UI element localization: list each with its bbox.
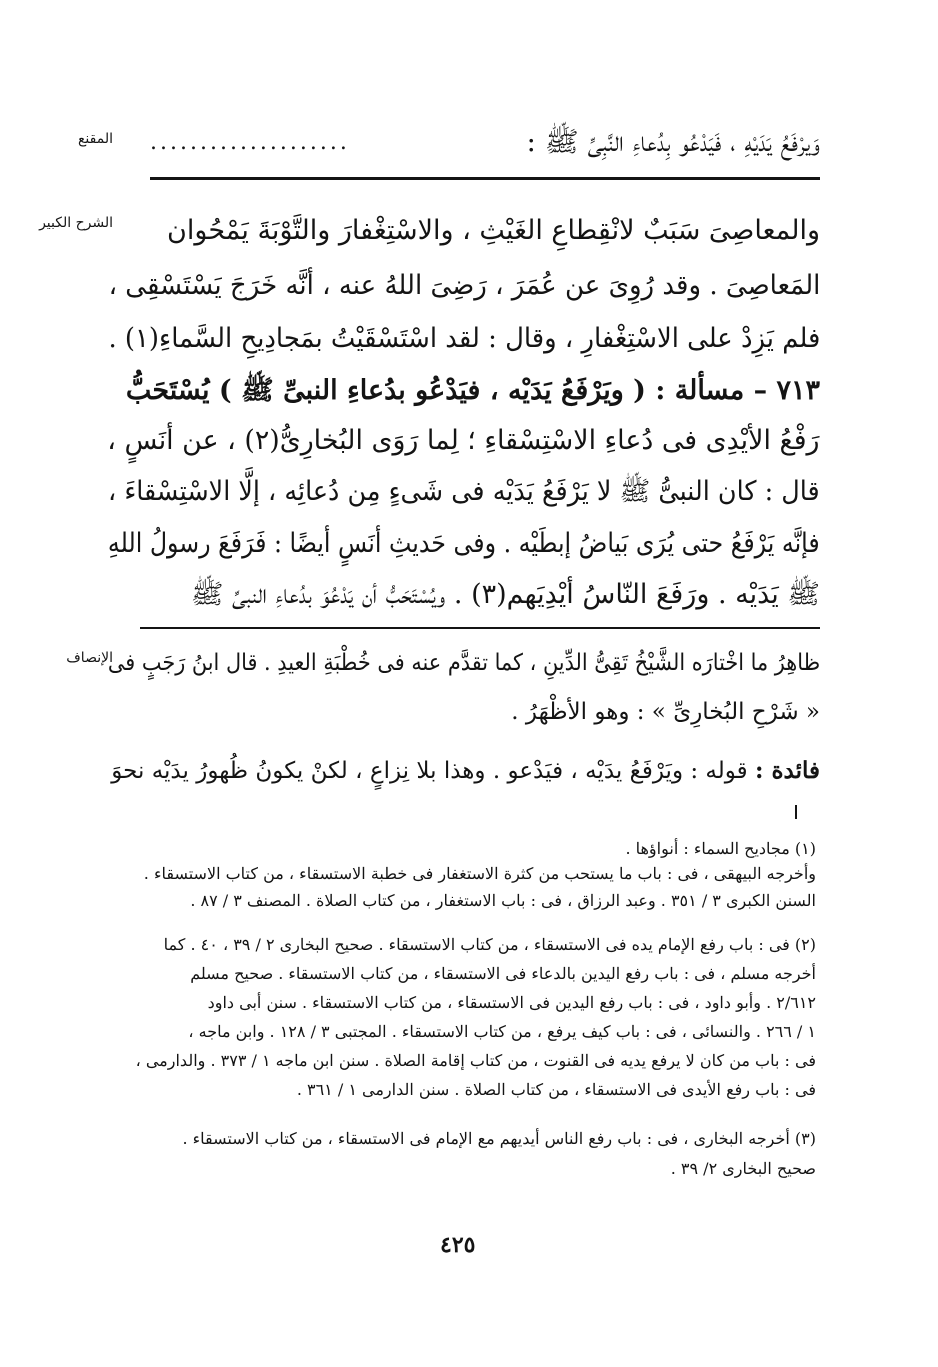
footnote-3-line-1: (٣) أخرجه البخارى ، فى : باب رفع الناس أيديهم مع الإمام فى الاستسقاء ، من كتاب الاستسقاء . bbox=[182, 1129, 816, 1148]
header-dots: .................... bbox=[150, 130, 350, 155]
footnote-2-line-4: ١ / ٢٦٦ . والنسائى ، فى : باب كيف يرفع ، من كتاب الاستسقاء . المجتبى ٣ / ١٢٨ . وابن ماجه ، bbox=[188, 1022, 816, 1041]
footnote-1-line-1: (١) مجاديح السماء : أنواؤها . bbox=[625, 839, 816, 858]
page-number: ٤٢٥ bbox=[440, 1232, 476, 1258]
faida-label: فائدة : bbox=[754, 757, 820, 784]
footnote-2-line-6: فى : باب رفع الأيدى فى الاستسقاء ، من كتاب الصلاة . سنن الدارمى ١ / ٣٦١ . bbox=[296, 1080, 816, 1099]
sharh-line-1: والمعاصِىَ سَبَبٌ لانْقِطاعِ الغَيْثِ ، والاسْتِغْفارَ والتَّوْبَةَ يَمْحُوان bbox=[167, 215, 820, 246]
footnote-2-line-2: أخرجه مسلم ، فى : باب رفع اليدين بالدعاء فى الاستسقاء ، من كتاب الاستسقاء . صحيح مسلم bbox=[190, 964, 816, 983]
insaf-line-1: ظاهِرُ ما اخْتارَه الشَّيْخُ تَقِىُّ الدِّينِ ، كما تقدَّم عنه فى خُطْبَةِ العيدِ . قال ابنُ رَجَبٍ فى bbox=[107, 650, 820, 676]
sharh-line-7: فإنَّه يَرْفَعُ حتى يُرَى بَياضُ إبطَيْه . وفى حَديثِ أنَسٍ أيضًا : فَرَفَعَ رسولُ اللهِ bbox=[108, 528, 820, 559]
sharh-rule bbox=[140, 627, 820, 629]
section-label-insaf: الإنصاف bbox=[66, 650, 113, 666]
footnote-2-line-5: فى : باب من كان لا يرفع يديه فى القنوت ، من كتاب إقامة الصلاة . سنن ابن ماجه ١ / ٣٧٣ . والدارمى ، bbox=[135, 1051, 816, 1070]
footnote-1-line-2: وأخرجه البيهقى ، فى : باب ما يستحب من كثرة الاستغفار فى خطبة الاستسقاء ، من كتاب الاستسقاء . bbox=[143, 864, 816, 883]
header-rule bbox=[150, 177, 820, 180]
sharh-line-4-masala: ٧١٣ – مسألة : ( ويَرْفَعُ يَدَيْه ، فيَدْعُو بدُعاءِ النبىِّ ﷺ ) يُسْتَحَبُّ bbox=[125, 375, 820, 406]
sharh-line-3: فلم يَزِدْ على الاسْتِغْفارِ ، وقال : لقد اسْتَسْقَيْتُ بمَجادِيحِ السَّماءِ(١) . bbox=[108, 323, 820, 354]
sharh-line-2: المَعاصِىَ . وقد رُوِىَ عن عُمَرَ ، رَضِىَ اللهُ عنه ، أنَّه خَرَجَ يَسْتَسْقِى ، bbox=[108, 270, 820, 301]
footnote-2-line-3: ٢/٦١٢ . وأبو داود ، فى : باب رفع اليدين فى الاستسقاء ، من كتاب الاستسقاء . سنن أبى داود bbox=[207, 993, 816, 1012]
sharh-line-6: قال : كان النبىُّ ﷺ لا يَرْفَعُ يَدَيْه فى شَىءٍ مِن دُعائِه ، إلَّا الاسْتِسْقاءَ ، bbox=[108, 476, 820, 507]
faida-text: قوله : ويَرْفَعُ يدَيْه ، فيَدْعو . وهذا بلا نِزاعٍ ، لكنْ يكونُ ظُهورُ يدَيْه نحوَ bbox=[111, 758, 748, 784]
footnote-1-line-3: السنن الكبرى ٣ / ٣٥١ . وعبد الرزاق ، فى : باب الاستغفار ، من كتاب الصلاة . المصنف ٣ / ٨٧ . bbox=[190, 891, 816, 910]
insaf-faida-line bbox=[108, 756, 820, 786]
section-label-sharh: الشرح الكبير bbox=[39, 215, 113, 231]
insaf-line-2: « شَرْحِ البُخارِىِّ » : وهو الأظْهَرُ . bbox=[511, 699, 820, 725]
sharh-line-5: رَفْعُ الأيْدِى فى دُعاءِ الاسْتِسْقاءِ ؛ لِما رَوَى البُخارِىُّ(٢) ، عن أنَسٍ ، bbox=[107, 425, 820, 456]
insaf-end-mark bbox=[795, 805, 797, 819]
footnote-3-line-2: صحيح البخارى ٢/ ٣٩ . bbox=[670, 1159, 816, 1178]
footnote-2-line-1: (٢) فى : باب رفع الإمام يده فى الاستسقاء ، من كتاب الاستسقاء . صحيح البخارى ٢ / ٣٩ ، ٤٠ . كما bbox=[163, 935, 816, 954]
header-text: وَيرْفَعُ يَدَيْهِ ، فَيَدْعُو بِدُعاءِ النَّبِىِّ ﷺ : bbox=[526, 125, 820, 158]
section-label-muqni: المقنع bbox=[77, 131, 113, 147]
sharh-line-8: ﷺ يَدَيْه . ورَفَعَ النّاسُ أيْدِيَهم(٣) . ويُسْتَحَبُّ أن يَدْعُوَ بدُعاءِ النبىِّ ﷺ bbox=[190, 579, 820, 610]
